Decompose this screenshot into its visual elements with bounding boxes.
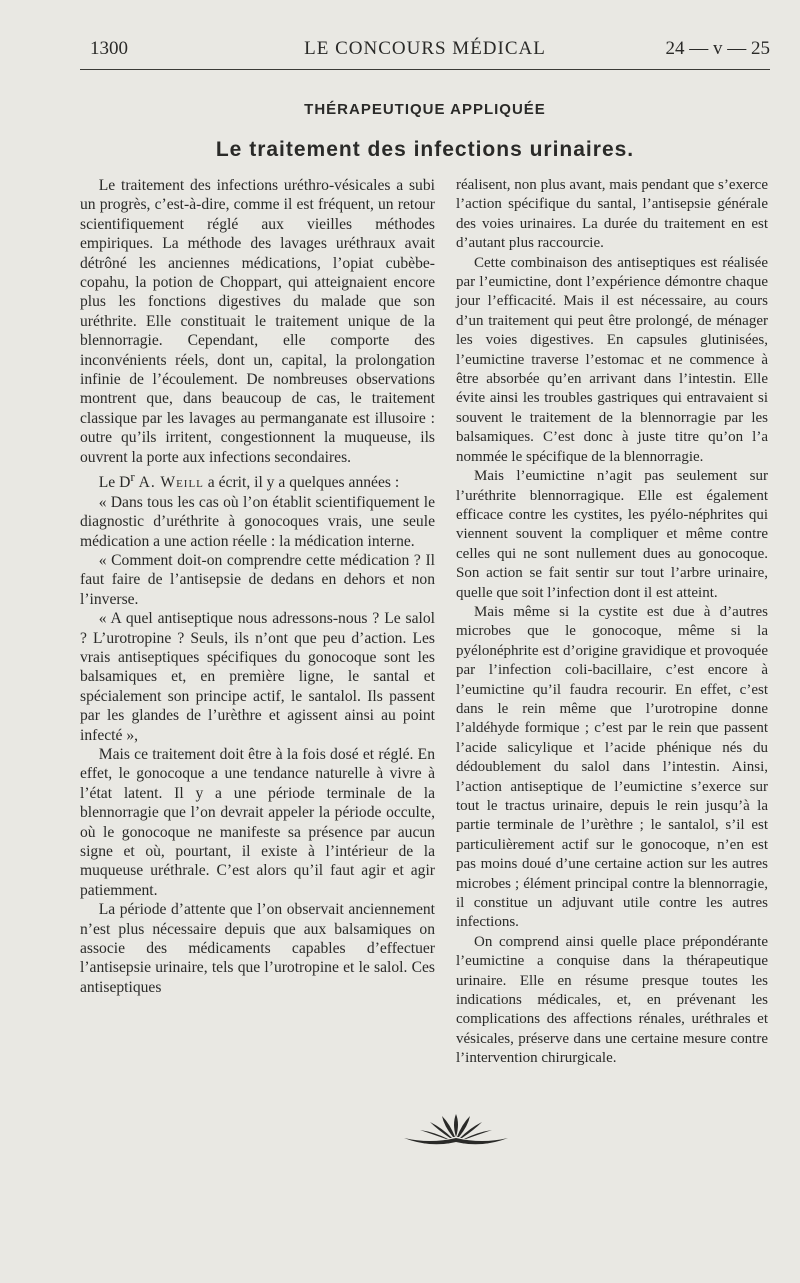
quote-paragraph: « A quel antiseptique nous adressons-nous ? Le salol ? L’urotropine ? Seuls, ils n’ont que peu d’action. Les vrais antiseptiques spécifiques du gonocoque sont les balsamiques et, en première ligne, le santal et spécialement son principe actif, le santalol. Ils passent par les glandes de l’urèthre et agissent ainsi au point infecté », <box>80 610 435 744</box>
citation-intro-end: a écrit, il y a quelques années : <box>203 474 400 492</box>
paragraph: réalisent, non plus avant, mais pendant que s’exerce l’action spécifique du santal, l’antisepsie générale des voies urinaires. La durée du traitement en est d’autant plus raccourcie. <box>456 177 768 252</box>
paragraph: On comprend ainsi quelle place prépondérante l’eumictine a conquise dans la thérapeutique urinaire. Elle en résume presque toutes les indications médicales, et, en prévenant les complications des affections rénales, uréthrales et vésicales, préserve dans une certaine mesure contre l’intervention chirurgicale. <box>456 933 768 1067</box>
running-head <box>80 38 770 70</box>
paragraph: Mais ce traitement doit être à la fois dosé et réglé. En effet, le gonocoque a une tendance naturelle à vivre à l’état latent. Il y a une période terminale de la blennorragie que l’on devrait appeler la période occulte, où le gonocoque ne manifeste sa présence par aucun signe et où, pourtant, il existe à l’intérieur de la muqueuse uréthrale. C’est alors qu’il faut agir et agir patiemment. <box>80 745 435 899</box>
paragraph: Mais l’eumictine n’agit pas seulement sur l’uréthrite blennorragique. Elle est également efficace contre les cystites, les pyélo-néphrites qui viennent souvent la compliquer et même contre celles qui ne sont nullement dues au gonocoque. Son action se fait sentir sur tout l’arbre urinaire, quelle que soit l’infection dont il est atteint. <box>456 468 768 601</box>
quote-paragraph: « Comment doit-on comprendre cette médication ? Il faut faire de l’antisepsie de dedans en dehors et non l’inverse. <box>80 551 435 608</box>
paragraph: Mais même si la cystite est due à d’autres microbes que le gonocoque, même si la pyélonéphrite est d’origine gravidique et provoquée par l’infection coli-bacillaire, c’est encore à l’eumictine qu’il faudra recourir. En effet, c’est dans le rein même que l’urotropine donne l’aldéhyde formique ; c’est par le rein que passent l’acide salicylique et l’acide phénique nés du dédoublement du salol dans l’intestin. Ainsi, l’action antiseptique de l’eumictine s’exerce sur tout le tractus urinaire, depuis le rein jusqu’à la partie terminale de l’urèthre ; le santalol, s’il est particulièrement actif sur le gonocoque, n’en est pas moins doué d’une certaine action sur les autres microbes ; élément principal contre la blennorragie, il constitue un adjuvant utile contre les autres infections. <box>456 603 768 931</box>
journal-title: LE CONCOURS MÉDICAL <box>304 38 546 59</box>
citation-intro <box>80 467 435 493</box>
fleuron-ornament-icon <box>400 1110 512 1146</box>
issue-date: 24 — v — 25 <box>665 38 770 59</box>
citation-intro-text: Le D <box>98 474 131 492</box>
author-name: A. Weill <box>138 474 204 492</box>
article-title: Le traitement des infections urinaires. <box>215 138 635 161</box>
paragraph: La période d’attente que l’on observait anciennement n’est plus nécessaire depuis que aux balsamiques on associe des médicaments capables d’effectuer l’antisepsie urinaire, tels que l’urotropine et le salol. Ces antiseptiques <box>80 901 435 996</box>
doctor-abbrev-sup: r <box>130 469 135 485</box>
page-number: 1300 <box>90 38 128 59</box>
left-column <box>80 176 435 997</box>
quote-paragraph: « Dans tous les cas où l’on établit scientifiquement le diagnostic d’uréthrite à gonocoques vrais, une seule médication a une action réelle : la médication interne. <box>80 493 435 550</box>
paragraph: Le traitement des infections uréthro-vésicales a subi un progrès, c’est-à-dire, comme il est fréquent, un retour scientifiquement réglé aux vieilles méthodes empiriques. La méthode des lavages uréthraux avait détrôné les anciennes médications, l’opiat cubèbe-copahu, la potion de Choppart, qui atteignaient encore plus les fonctions digestives du malade que son uréthrite. Elle constituait le traitement unique de la blennorragie. Cependant, elle comporte des inconvénients réels, dont un, capital, la prolongation infinie de l’écoulement. De nombreuses observations montrent que, dans beaucoup de cas, le traitement classique par les lavages au permanganate est illusoire : outre qu’ils irritent, congestionnent la muqueuse, ils ouvrent la porte aux infections secondaires. <box>80 177 435 466</box>
paragraph: Cette combinaison des antiseptiques est réalisée par l’eumictine, dont l’expérience démontre chaque jour l’efficacité. Mais il est nécessaire, au cours d’un traitement qui peut être prolongé, de ménager les voies digestives. En capsules glutinisées, l’eumictine traverse l’estomac et ne commence à être absorbée qu’en arrivant dans l’intestin. Elle évite ainsi les troubles gastriques qui entravaient si souvent le traitement de la blennorragie par les balsamiques. C’est donc à juste titre qu’on l’a nommée le spécifique de la blennorragie. <box>456 254 768 465</box>
section-title: THÉRAPEUTIQUE APPLIQUÉE <box>304 101 546 118</box>
right-column <box>456 176 768 1069</box>
header-rule <box>80 69 770 70</box>
